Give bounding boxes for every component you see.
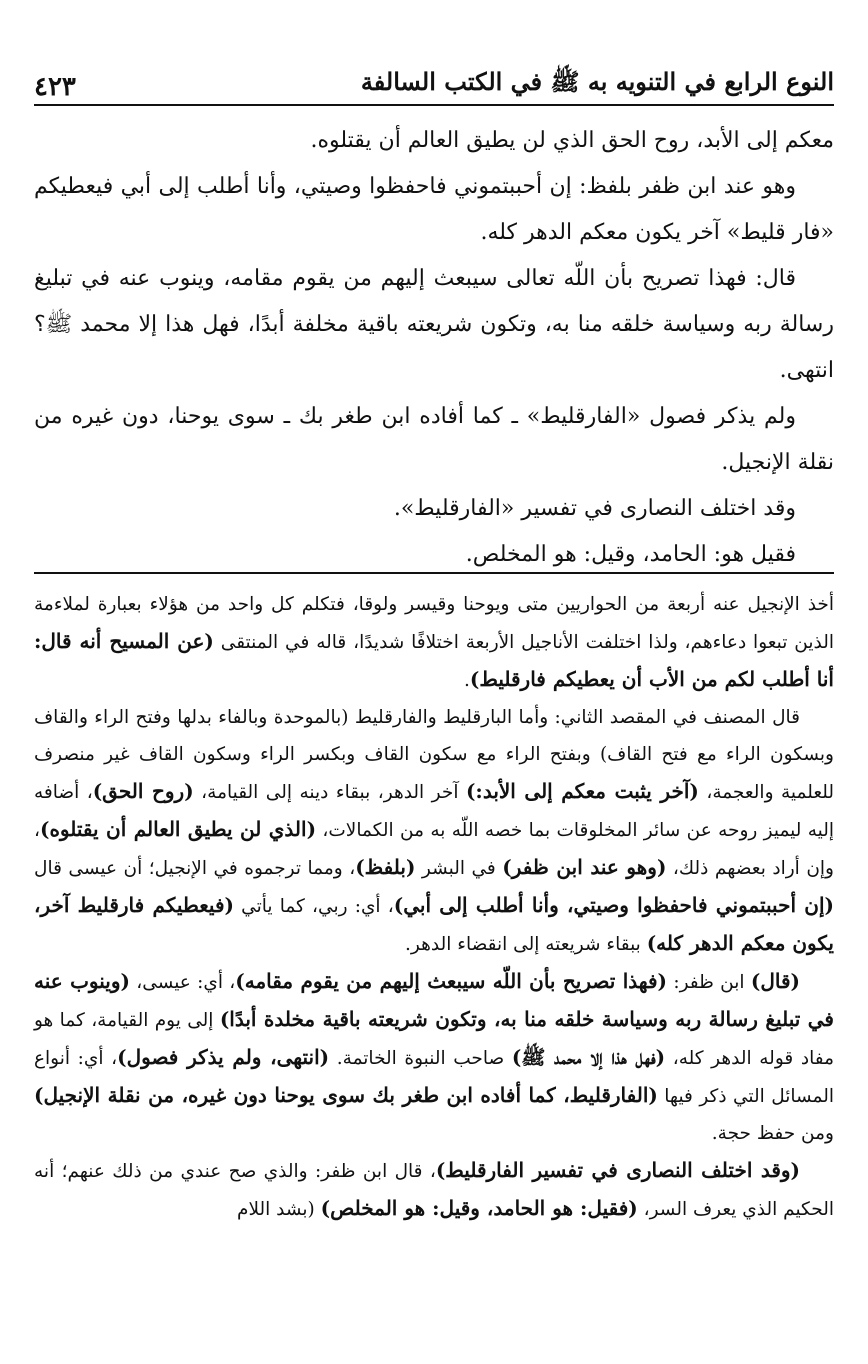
quoted-text: (وينوب عنه في تبليغ رسالة ربه وسياسة خلقه منا به، وتكون شريعته باقية مخلدة أبدًا): [34, 969, 834, 1031]
quoted-text: (الذي لن يطيق العالم أن يقتلوه): [39, 817, 317, 841]
quoted-text: (إن أحببتموني فاحفظوا وصيتي، وأنا أطلب إلى أبي): [393, 893, 834, 917]
running-title: النوع الرابع في التنويه به ﷺ في الكتب السالفة: [360, 67, 834, 96]
commentary-text: ، ومما ترجموه في الإنجيل؛ أن عيسى قال: [34, 858, 356, 879]
commentary-paragraph: [34, 586, 834, 699]
commentary-text: ابن ظفر:: [667, 972, 751, 993]
quoted-text: (فهذا تصريح بأن اللّه سيبعث إليهم من يقوم مقامه): [235, 969, 668, 993]
commentary-text: ، أضافه إليه ليميز روحه عن سائر المخلوقات بما خصه اللّه به من الكمالات،: [34, 782, 834, 841]
main-paragraph: وقد اختلف النصارى في تفسير «الفارقليط».: [393, 496, 796, 521]
commentary-divider: [34, 572, 834, 574]
commentary: [34, 586, 834, 1228]
main-paragraph: وهو عند ابن ظفر بلفظ: إن أحببتموني فاحفظوا وصيتي، وأنا أطلب إلى أبي فيعطيكم «فار قليط» آخر يكون معكم الدهر كله.: [34, 174, 834, 245]
commentary-text: آخر الدهر، ببقاء دينه إلى القيامة،: [193, 782, 466, 803]
quoted-text: (فهل هذا إلا محمد ﷺ): [511, 1045, 666, 1069]
main-paragraph: فقيل هو: الحامد، وقيل: هو المخلص.: [465, 542, 796, 567]
commentary-text: في البشر: [415, 858, 503, 879]
commentary-text: قال المصنف في المقصد الثاني: وأما البارقليط والفارقليط (بالموحدة وبالفاء بدلها وفتح الراء والقاف وبسكون الراء مع فتح القاف) وبفتح الراء مع سكون القاف وبكسر الراء وسكون القاف غير منصرف للعلمية والعجمة،: [34, 707, 834, 803]
commentary-text: ، أي: ربي، كما يأتي: [233, 896, 394, 917]
commentary-paragraph: [34, 1152, 834, 1228]
quoted-text: (بلفظ): [355, 855, 416, 879]
commentary-text: ، وإن أراد بعضهم ذلك،: [34, 820, 834, 879]
page-header: [34, 52, 834, 102]
quoted-text: (عن المسيح أنه قال: أنا أطلب لكم من الأب أن يعطيكم فارقليط): [34, 629, 834, 691]
commentary-paragraph: [34, 963, 834, 1152]
commentary-text: ، قال ابن ظفر: والذي صح عندي من ذلك عنهم؛ أنه الحكيم الذي يعرف السر،: [34, 1161, 834, 1220]
main-text: [34, 118, 834, 578]
commentary-text: إلى يوم القيامة، كما هو مفاد قوله الدهر كله،: [34, 1010, 834, 1069]
commentary-text: ، أي: أنواع المسائل التي ذكر فيها: [34, 1048, 834, 1107]
commentary-paragraph: [34, 699, 834, 963]
quoted-text: (وقد اختلف النصارى في تفسير الفارقليط): [435, 1158, 800, 1182]
commentary-text: .: [464, 670, 470, 691]
quoted-text: (قال): [750, 969, 800, 993]
commentary-text: ومن حفظ حجة.: [711, 1123, 834, 1144]
quoted-text: (وهو عند ابن ظفر): [502, 855, 667, 879]
commentary-text: (بشد اللام: [237, 1199, 321, 1220]
main-paragraph: ولم يذكر فصول «الفارقليط» ـ كما أفاده ابن طغر بك ـ سوى يوحنا، دون غيره من نقلة الإنجيل.: [34, 404, 834, 475]
commentary-text: ببقاء شريعته إلى انقضاء الدهر.: [405, 934, 647, 955]
commentary-text: أخذ الإنجيل عنه أربعة من الحواريين متى ويوحنا وقيسر ولوقا، فتكلم كل واحد من هؤلاء بعبارة لملاءمة الذين تبعوا دعاءهم، ولذا اختلفت الأناجيل الأربعة اختلافًا شديدًا، قاله في المنتقى: [34, 594, 834, 653]
quoted-text: (روح الحق): [92, 779, 194, 803]
quoted-text: (آخر يثبت معكم إلى الأبد:): [465, 779, 699, 803]
header-divider: [34, 104, 834, 106]
quoted-text: (فقيل: هو الحامد، وقيل: هو المخلص): [320, 1196, 638, 1220]
quoted-text: (فيعطيكم فارقليط آخر، يكون معكم الدهر كله): [34, 893, 834, 955]
commentary-text: ، أي: عيسى،: [129, 972, 236, 993]
commentary-text: صاحب النبوة الخاتمة.: [329, 1048, 512, 1069]
page-number: ٤٢٣: [34, 72, 76, 102]
quoted-text: (انتهى، ولم يذكر فصول): [117, 1045, 330, 1069]
main-paragraph: معكم إلى الأبد، روح الحق الذي لن يطيق العالم أن يقتلوه.: [310, 128, 834, 153]
quoted-text: (الفارقليط، كما أفاده ابن طغر بك سوى يوحنا دون غيره، من نقلة الإنجيل): [34, 1083, 658, 1107]
main-paragraph: قال: فهذا تصريح بأن اللّه تعالى سيبعث إليهم من يقوم مقامه، وينوب عنه في تبليغ رسالة ربه وسياسة خلقه منا به، وتكون شريعته باقية مخلفة أبدًا، فهل هذا إلا محمد ﷺ؟ انتهى.: [34, 266, 834, 383]
